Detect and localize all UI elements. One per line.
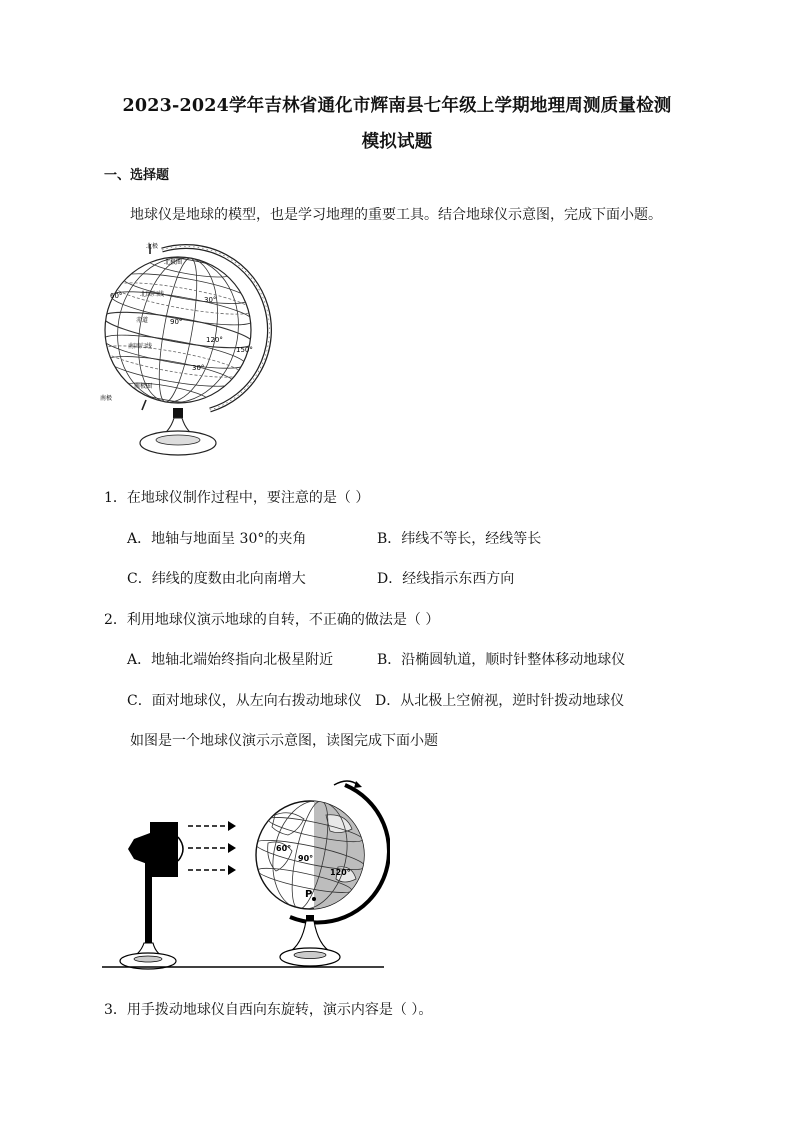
globe-figure	[100, 240, 280, 472]
label-lon-60: 60°	[276, 844, 292, 853]
label-lat-30s: 30°	[192, 364, 205, 372]
lamp-globe-figure	[100, 775, 390, 979]
globe-diagram	[100, 240, 280, 468]
label-arctic-circle: 北极圈	[164, 259, 183, 266]
point-p-marker	[312, 897, 316, 901]
document-title-line2: 模拟试题	[361, 132, 433, 152]
label-lat-30n: 30°	[204, 296, 217, 304]
question-2-option-d: D．从北极上空俯视，逆时针拨动地球仪	[375, 693, 625, 709]
question-3-stem: 3．用手拨动地球仪自西向东旋转，演示内容是（ ）。	[104, 1002, 433, 1018]
question-2-stem: 2．利用地球仪演示地球的自转，不正确的做法是（ ）	[104, 612, 440, 628]
label-south-pole: 南极	[100, 395, 113, 402]
intro-paragraph-2: 如图是一个地球仪演示示意图，读图完成下面小题	[130, 733, 438, 749]
document-title-line1: 2023-2024学年吉林省通化市辉南县七年级上学期地理周测质量检测	[122, 96, 672, 116]
label-lon-90: 90°	[170, 318, 183, 326]
lamp-globe-diagram	[100, 775, 390, 975]
label-lon-90: 90°	[298, 854, 314, 863]
label-lon-120: 120°	[206, 336, 223, 344]
section-heading: 一、选择题	[104, 168, 170, 183]
lamp-head	[150, 822, 178, 877]
label-lon-150: 150°	[236, 346, 253, 354]
question-1-stem: 1．在地球仪制作过程中，要注意的是（ ）	[104, 490, 370, 506]
question-1-option-b: B．纬线不等长，经线等长	[377, 531, 542, 547]
question-2-option-a: A．地轴北端始终指向北极星附近	[127, 652, 334, 668]
intro-paragraph-1: 地球仪是地球的模型，也是学习地理的重要工具。结合地球仪示意图，完成下面小题。	[130, 207, 662, 223]
label-lon-120: 120°	[330, 868, 351, 877]
light-arrows	[188, 826, 228, 870]
label-tropic-capricorn: 南回归线	[128, 343, 153, 350]
question-2-option-c: C．面对地球仪，从左向右拨动地球仪	[127, 693, 362, 709]
label-tropic-cancer: 北回归线	[140, 291, 165, 298]
label-antarctic-circle: 南极圈	[134, 383, 153, 390]
label-point-p: P	[305, 889, 313, 900]
question-1-option-c: C．纬线的度数由北向南增大	[127, 571, 306, 587]
question-2-option-b: B．沿椭圆轨道，顺时针整体移动地球仪	[377, 652, 626, 668]
label-equator: 赤道	[136, 317, 149, 324]
label-lon-60: 60°	[110, 292, 123, 300]
question-1-option-d: D．经线指示东西方向	[377, 571, 515, 587]
label-north-pole: 北极	[146, 243, 159, 250]
question-1-option-a: A．地轴与地面呈 30°的夹角	[127, 531, 307, 547]
globe-stand-joint	[173, 408, 183, 418]
